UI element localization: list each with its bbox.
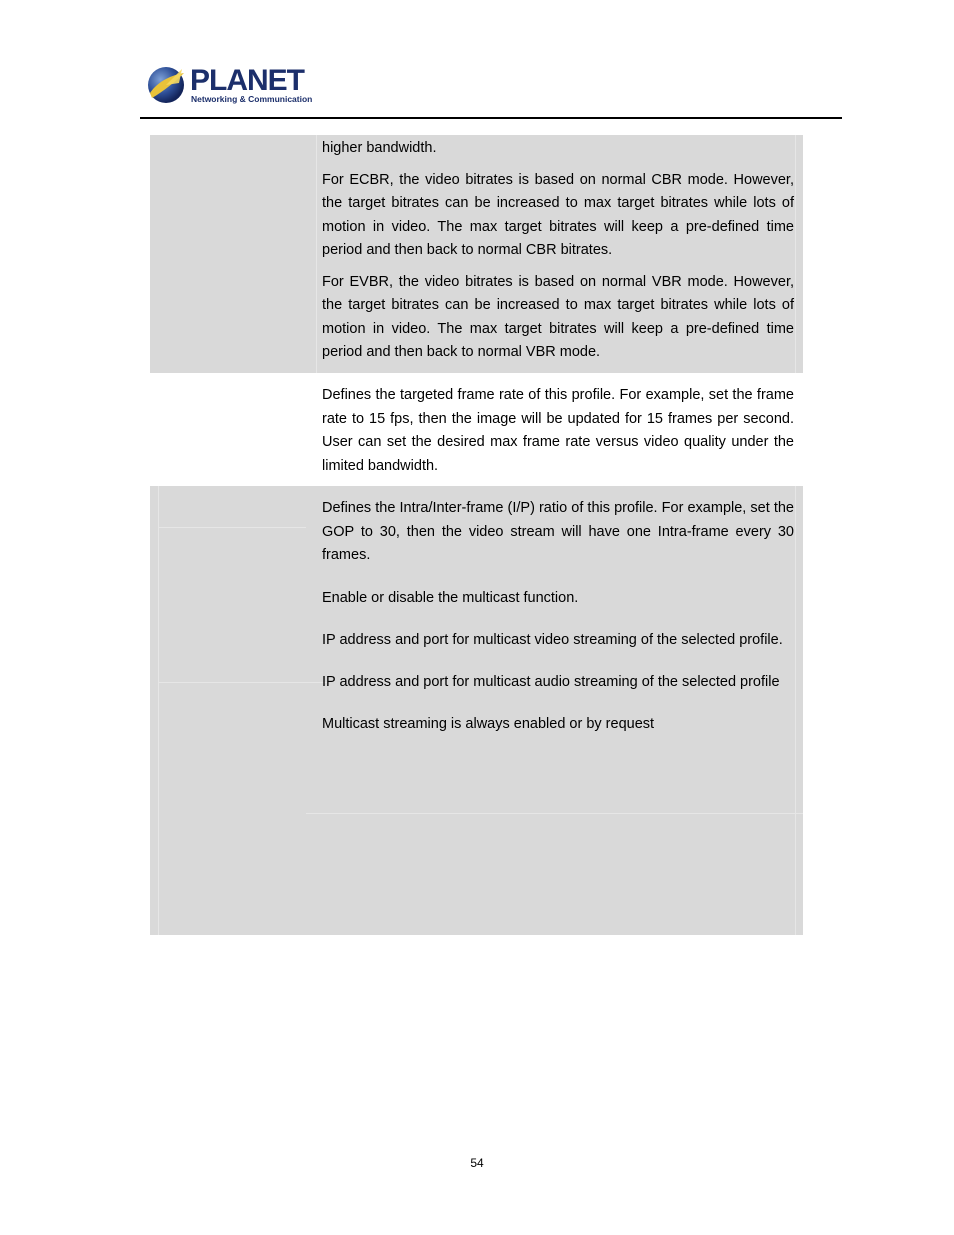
paragraph: Enable or disable the multicast function. — [322, 589, 579, 606]
row-description — [322, 137, 794, 365]
logo-tagline: Networking & Communication — [191, 94, 313, 104]
paragraph: For EVBR, the video bitrates is based on normal VBR mode. However, the target bitrates can be increased to max target bitrates while lots of motion in video. The max target bitrates will keep a pre-defined time period and then back to normal VBR mode. — [322, 273, 794, 360]
header-rule — [140, 117, 842, 119]
paragraph: Defines the targeted frame rate of this profile. For example, set the frame rate to 15 fps, then the image will be updated for 15 frames per second. User can set the desired max frame rate versus video quality under the limited bandwidth. — [322, 387, 794, 474]
page-number: 54 — [470, 1156, 484, 1170]
table-row — [150, 135, 803, 373]
row-description — [322, 384, 794, 478]
logo-wordmark: PLANET — [190, 64, 304, 97]
paragraph: Multicast streaming is always enabled or by request — [322, 716, 655, 732]
paragraph: IP address and port for multicast audio streaming of the selected profile — [322, 673, 780, 690]
row-description — [322, 497, 794, 737]
globe-icon — [146, 65, 186, 105]
table-row — [150, 373, 803, 486]
paragraph: IP address and port for multicast video streaming of the selected profile. — [322, 632, 783, 648]
table-row — [150, 486, 803, 935]
paragraph: higher bandwidth. — [322, 140, 437, 156]
planet-logo — [146, 64, 313, 106]
paragraph: For ECBR, the video bitrates is based on normal CBR mode. However, the target bitrates can be increased to max target bitrates while lots of motion in video. The max target bitrates will keep a pre-defined time period and then back to normal CBR bitrates. — [322, 171, 794, 258]
paragraph: Defines the Intra/Inter-frame (I/P) ratio of this profile. For example, set the GOP to 30, then the video stream will have one Intra-frame every 30 frames. — [322, 500, 794, 563]
